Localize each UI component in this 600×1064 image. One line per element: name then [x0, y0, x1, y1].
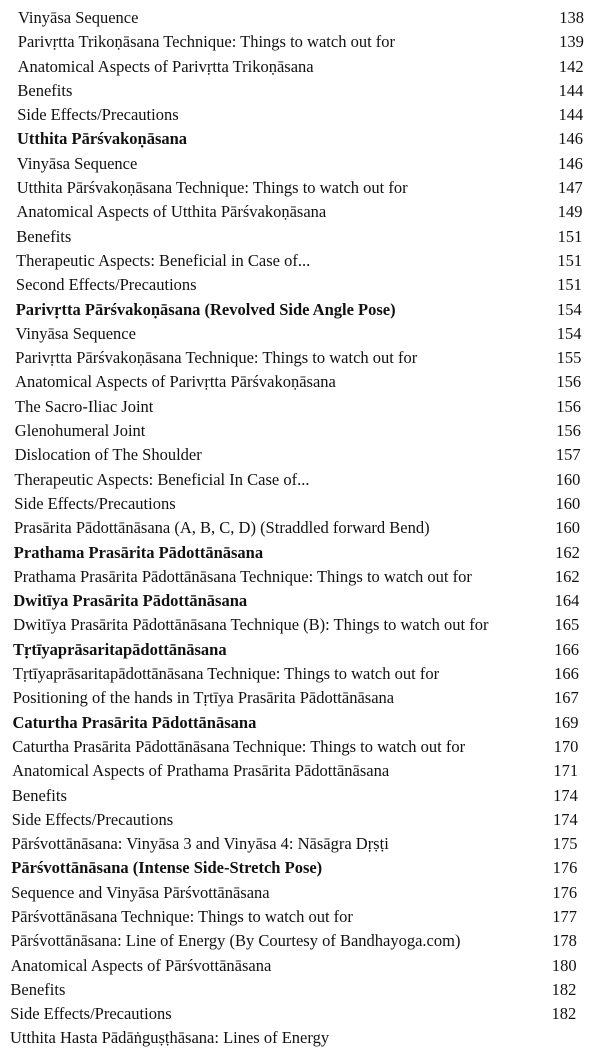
toc-entry-title: Parivṛtta Trikoṇāsana Technique: Things to watch out for	[17, 32, 396, 52]
toc-entry-page-number: 149	[557, 202, 583, 222]
toc-entry-title: Anatomical Aspects of Utthita Pārśvakoṇāsana	[16, 202, 327, 222]
toc-entry-title: Prathama Prasārita Pādottānāsana Technique: Things to watch out for	[13, 566, 472, 586]
toc-entry-title: Pārśvottānāsana: Line of Energy (By Courtesy of Bandhayoga.com)	[10, 931, 461, 951]
toc-entry	[0, 322, 600, 346]
toc-entry-page-number: 146	[558, 129, 583, 149]
toc-entry	[0, 103, 600, 127]
toc-entry	[0, 686, 600, 710]
toc-entry-title: Dwitīya Prasārita Pādottānāsana	[13, 591, 248, 611]
toc-entry-title: Tṛtīyaprāsaritapādottānāsana	[13, 639, 227, 659]
toc-entry	[0, 565, 600, 589]
toc-entry-title: Prasārita Pādottānāsana (A, B, C, D) (Straddled forward Bend)	[14, 518, 430, 538]
toc-entry-title: Utthita Pārśvakoṇāsana	[17, 129, 188, 149]
toc-entry-title: Sequence and Vinyāsa Pārśvottānāsana	[11, 882, 270, 902]
toc-section-heading	[0, 638, 600, 662]
toc-entry-page-number: 156	[556, 372, 582, 392]
toc-entry-title: Vinyāsa Sequence	[16, 153, 138, 173]
toc-entry	[0, 516, 600, 540]
toc-entry	[0, 832, 600, 856]
toc-entry-title: Anatomical Aspects of Parivṛtta Trikoṇāsana	[17, 56, 314, 76]
toc-entry-title: Side Effects/Precautions	[10, 1004, 172, 1024]
toc-entry-page-number: 170	[553, 736, 579, 756]
toc-entry-title: Utthita Hasta Pādāṅguṣṭhāsana: Lines of Energy	[10, 1028, 330, 1048]
toc-entry-page-number: 171	[553, 761, 579, 781]
toc-entry-title: Caturtha Prasārita Pādottānāsana Technique: Things to watch out for	[12, 736, 466, 756]
toc-section-heading	[0, 589, 600, 613]
toc-entry-page-number: 160	[555, 469, 581, 489]
toc-entry	[0, 978, 600, 1002]
toc-entry	[0, 419, 600, 443]
toc-entry	[0, 370, 600, 394]
toc-entry	[0, 492, 600, 516]
toc-entry-page-number: 144	[558, 105, 584, 125]
toc-entry-title: Anatomical Aspects of Prathama Prasārita Pādottānāsana	[12, 761, 390, 781]
toc-section-heading	[0, 298, 600, 322]
toc-entry-title: Prathama Prasārita Pādottānāsana	[13, 542, 264, 562]
toc-entry-page-number: 138	[559, 8, 584, 27]
toc-entry-title: Anatomical Aspects of Parivṛtta Pārśvakoṇāsana	[15, 372, 336, 392]
toc-entry	[0, 346, 600, 370]
toc-entry-title: Positioning of the hands in Tṛtīya Prasārita Pādottānāsana	[12, 688, 395, 708]
toc-entry	[0, 1002, 600, 1026]
toc-entry	[0, 176, 600, 200]
toc-entry	[0, 954, 600, 978]
toc-entry-title: Benefits	[11, 785, 67, 805]
toc-entry-title: Pārśvottānāsana Technique: Things to watch out for	[11, 906, 353, 926]
toc-entry	[0, 200, 600, 224]
toc-entry-title: Tṛtīyaprāsaritapādottānāsana Technique: Things to watch out for	[12, 664, 440, 684]
toc-entry	[0, 735, 600, 759]
toc-entry-page-number: 164	[554, 591, 580, 611]
toc-entry-title: Pārśvottānāsana: Vinyāsa 3 and Vinyāsa 4: Nāsāgra Dṛṣṭi	[11, 834, 389, 854]
toc-entry-page-number: 139	[559, 32, 584, 52]
toc-entry	[0, 468, 600, 492]
toc-entry-page-number: 142	[558, 56, 584, 76]
toc-entry-title: Pārśvottānāsana (Intense Side-Stretch Pose)	[11, 858, 323, 878]
toc-entry-page-number: 160	[555, 518, 580, 538]
toc-entry	[0, 929, 600, 953]
toc-entry	[0, 225, 600, 249]
toc-entry	[0, 6, 600, 30]
toc-entry-page-number: 174	[552, 809, 578, 829]
toc-entry	[0, 55, 600, 79]
toc-entry-page-number: 175	[552, 834, 578, 854]
toc-entry-page-number: 176	[552, 858, 578, 878]
toc-entry-page-number: 147	[557, 178, 583, 198]
toc-entry	[0, 273, 600, 297]
toc-entry-page-number: 176	[552, 882, 578, 902]
toc-entry	[0, 784, 600, 808]
toc-entry-page-number: 174	[553, 785, 578, 805]
toc-entry-page-number: 166	[554, 664, 579, 684]
toc-entry-page-number: 146	[558, 153, 583, 173]
toc-entry-page-number: 157	[555, 445, 581, 465]
toc-entry-title: Side Effects/Precautions	[14, 493, 176, 513]
toc-entry	[0, 249, 600, 273]
toc-entry-page-number: 154	[556, 299, 582, 319]
toc-entry	[0, 759, 600, 783]
toc-entry-title: Anatomical Aspects of Pārśvottānāsana	[10, 955, 272, 975]
toc-entry-page-number: 151	[557, 250, 583, 270]
toc-entry-page-number: 156	[556, 396, 581, 416]
toc-entry-title: The Sacro-Iliac Joint	[15, 396, 154, 416]
toc-entry-page-number: 182	[551, 1004, 577, 1024]
toc-entry-title: Benefits	[10, 979, 66, 999]
toc-entry-title: Utthita Pārśvakoṇāsana Technique: Things to watch out for	[16, 178, 408, 198]
toc-entry	[0, 613, 600, 637]
toc-entry	[0, 30, 600, 54]
toc-entry-page-number: 166	[554, 639, 579, 659]
toc-entry-page-number: 155	[556, 348, 582, 368]
toc-entry	[0, 443, 600, 467]
toc-entry-page-number: 177	[552, 906, 577, 926]
toc-entry-title: Benefits	[17, 80, 73, 100]
toc-entry-page-number: 182	[551, 979, 577, 999]
toc-entry-page-number: 151	[557, 226, 583, 246]
toc-section-heading	[0, 127, 600, 151]
toc-entry-title: Parivṛtta Pārśvakoṇāsana Technique: Things to watch out for	[15, 348, 418, 368]
toc-entry-page-number: 156	[556, 421, 581, 441]
toc-entry	[0, 1026, 600, 1050]
toc-entry-title: Vinyāsa Sequence	[18, 8, 139, 27]
toc-entry-title: Dwitīya Prasārita Pādottānāsana Technique (B): Things to watch out for	[13, 615, 489, 635]
toc-entry	[0, 905, 600, 929]
toc-entry-page-number: 169	[553, 712, 579, 732]
toc-entry-page-number: 151	[557, 275, 582, 295]
toc-entry	[0, 808, 600, 832]
toc-entry-page-number: 162	[555, 542, 580, 562]
toc-entry-title: Parivṛtta Pārśvakoṇāsana (Revolved Side Angle Pose)	[15, 299, 396, 319]
toc-entry	[0, 662, 600, 686]
toc-entry-title: Caturtha Prasārita Pādottānāsana	[12, 712, 257, 732]
toc-entry-page-number: 154	[556, 323, 582, 343]
toc-entry	[0, 395, 600, 419]
toc-entry	[0, 152, 600, 176]
toc-section-heading	[0, 711, 600, 735]
toc-entry-title: Therapeutic Aspects: Beneficial In Case of...	[14, 469, 310, 489]
toc-entry-page-number: 162	[554, 566, 580, 586]
toc-entry-title: Second Effects/Precautions	[15, 275, 197, 295]
toc-entry-title: Dislocation of The Shoulder	[14, 445, 202, 465]
toc-section-heading	[0, 856, 600, 880]
toc-entry-page-number: 167	[553, 688, 579, 708]
toc-entry-title: Therapeutic Aspects: Beneficial in Case of...	[16, 250, 311, 270]
toc-entry-page-number: 178	[552, 931, 577, 951]
toc-entry-title: Side Effects/Precautions	[17, 105, 179, 125]
toc-entry-page-number: 180	[551, 955, 577, 975]
toc-entry	[0, 79, 600, 103]
toc-entry-page-number: 144	[558, 80, 584, 100]
toc-entry-title: Benefits	[16, 226, 72, 246]
toc-entry-title: Glenohumeral Joint	[14, 421, 146, 441]
toc-entry-page-number: 160	[555, 493, 581, 513]
toc-entry-title: Side Effects/Precautions	[11, 809, 174, 829]
toc-entry	[0, 881, 600, 905]
toc-section-heading	[0, 541, 600, 565]
toc-entry-title: Vinyāsa Sequence	[15, 323, 136, 343]
toc-entry-page-number: 165	[554, 615, 580, 635]
